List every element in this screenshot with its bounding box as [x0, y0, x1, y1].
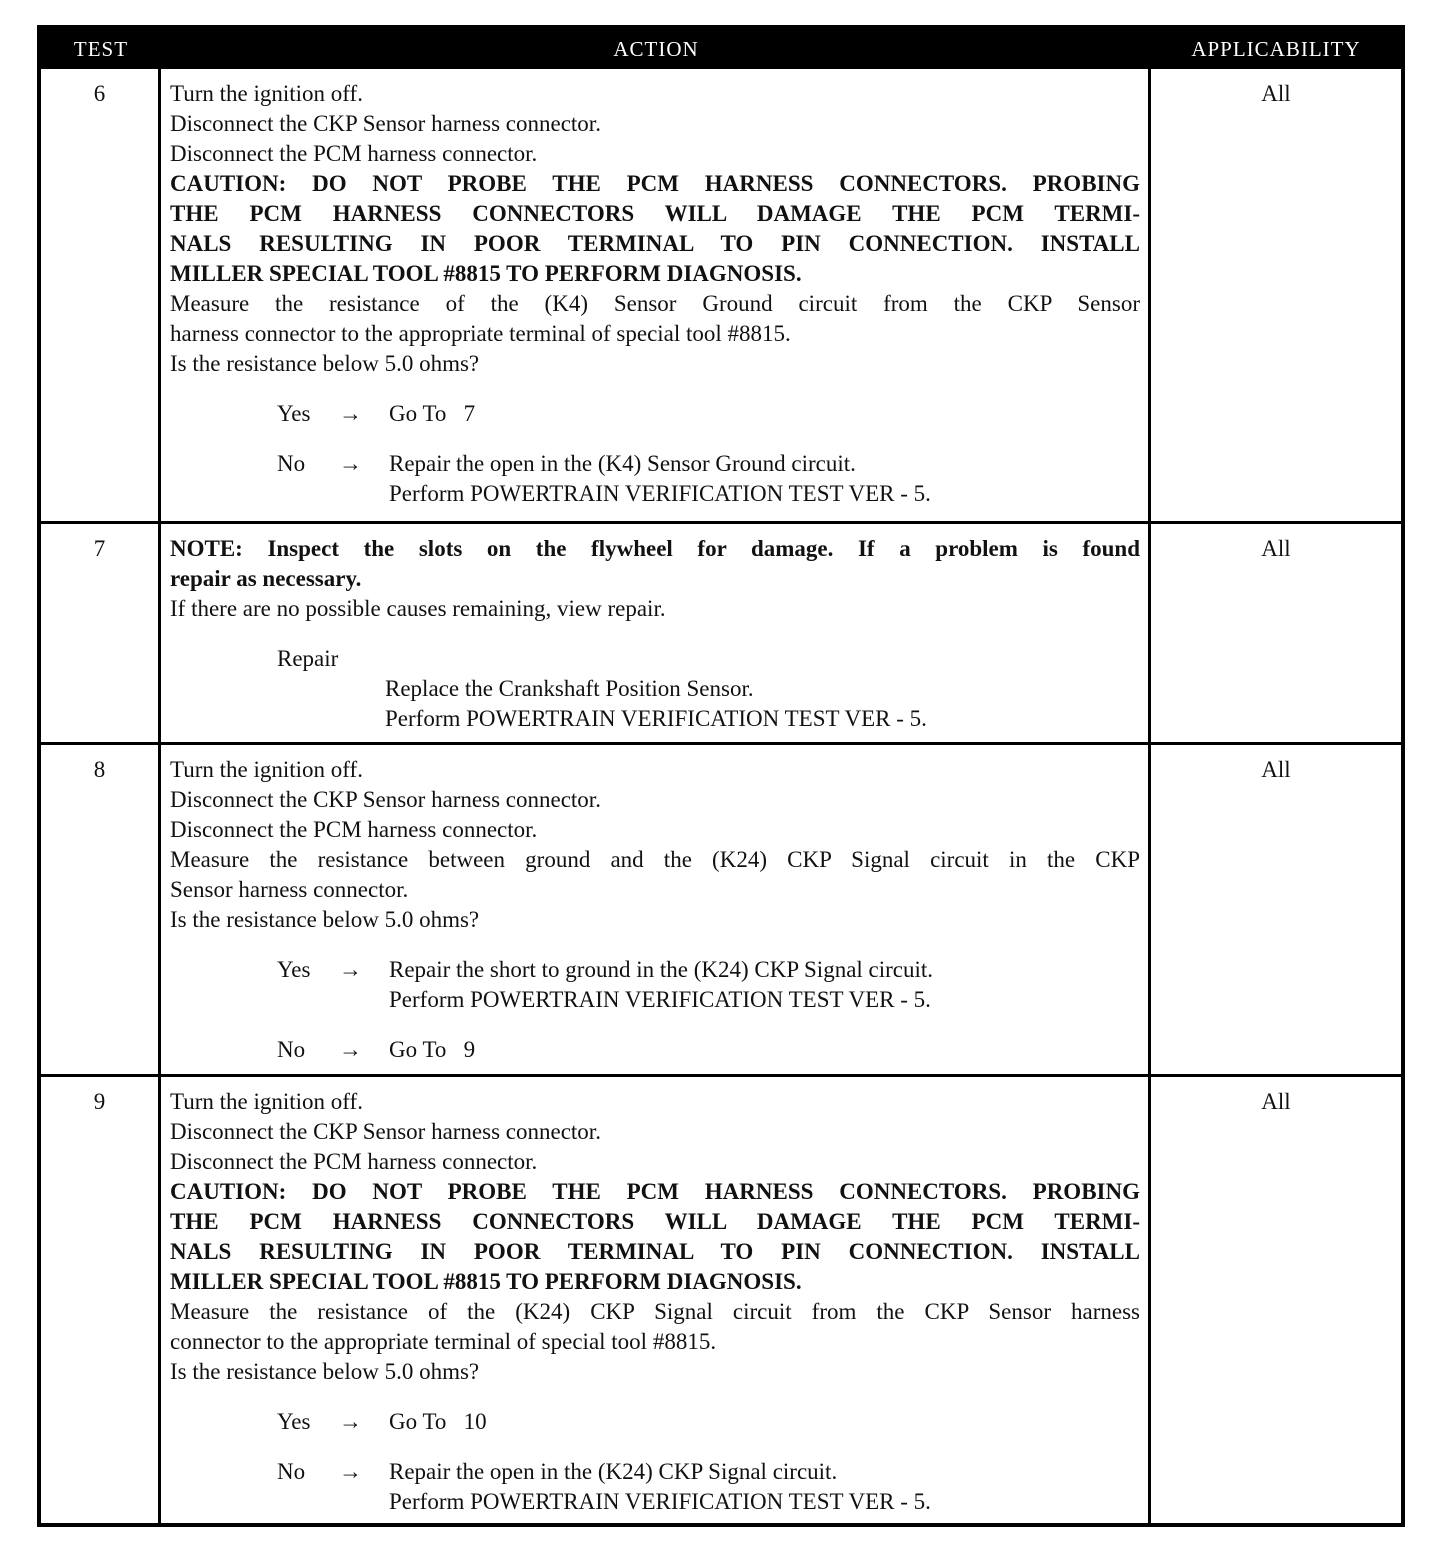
applicability-value: All — [1261, 757, 1291, 783]
applicability-value: All — [1261, 535, 1291, 561]
action-cell — [161, 1077, 1151, 1523]
no-branch — [277, 449, 1140, 509]
step-text: Disconnect the CKP Sensor harness connector. — [170, 787, 601, 813]
branch-result-line: Go To 9 — [389, 1037, 476, 1063]
caution-text: MILLER SPECIAL TOOL #8815 TO PERFORM DIAGNOSIS. — [170, 261, 802, 286]
repair-line: Perform POWERTRAIN VERIFICATION TEST VER - 5. — [385, 705, 927, 731]
diagnostic-test-table — [37, 25, 1405, 1527]
caution-text: THE PCM HARNESS CONNECTORS WILL DAMAGE THE PCM TERMI- — [170, 1209, 1140, 1234]
measure-text: Measure the resistance between ground and the (K24) CKP Signal circuit in the CKP — [170, 847, 1140, 873]
repair-line: Replace the Crankshaft Position Sensor. — [385, 675, 754, 701]
question-text: Is the resistance below 5.0 ohms? — [170, 907, 480, 933]
branch-result-line: Repair the open in the (K24) CKP Signal circuit. — [389, 1459, 838, 1484]
action-cell — [161, 524, 1151, 743]
measure-text: Measure the resistance of the (K4) Sensor Ground circuit from the CKP Sensor — [170, 291, 1140, 316]
yes-branch — [277, 1407, 1140, 1437]
test-number: 7 — [41, 524, 161, 743]
caution-text: THE PCM HARNESS CONNECTORS WILL DAMAGE THE PCM TERMI- — [170, 201, 1140, 226]
step-text: Disconnect the PCM harness connector. — [170, 1149, 538, 1174]
step-text: Disconnect the CKP Sensor harness connector. — [170, 111, 601, 136]
applicability-value: All — [1261, 1089, 1291, 1114]
no-branch — [277, 1035, 1140, 1065]
test-number: 8 — [41, 745, 161, 1074]
step-text: Turn the ignition off. — [170, 81, 363, 106]
branch-result-line: Perform POWERTRAIN VERIFICATION TEST VER - 5. — [389, 481, 931, 506]
caution-text: CAUTION: DO NOT PROBE THE PCM HARNESS CONNECTORS. PROBING — [170, 1179, 1140, 1204]
step-text: If there are no possible causes remaining, view repair. — [170, 595, 666, 621]
arrow-icon: → — [339, 451, 362, 476]
step-text: Disconnect the PCM harness connector. — [170, 817, 538, 843]
caution-text: NALS RESULTING IN POOR TERMINAL TO PIN CONNECTION. INSTALL — [170, 231, 1140, 256]
branch-label: No — [277, 1459, 306, 1484]
arrow-icon: → — [339, 401, 362, 426]
branch-label: No — [277, 451, 306, 476]
branch-result-line: Repair the short to ground in the (K24) CKP Signal circuit. — [389, 957, 934, 983]
branch-result — [389, 399, 1140, 429]
branch-result-line: Repair the open in the (K4) Sensor Ground circuit. — [389, 451, 856, 476]
caution-text: NALS RESULTING IN POOR TERMINAL TO PIN CONNECTION. INSTALL — [170, 1239, 1140, 1264]
action-cell — [161, 745, 1151, 1074]
step-text: Turn the ignition off. — [170, 757, 363, 783]
step-text: Turn the ignition off. — [170, 1089, 363, 1114]
branch-result — [389, 449, 1140, 509]
measure-text: harness connector to the appropriate terminal of special tool #8815. — [170, 321, 791, 346]
step-text: Disconnect the CKP Sensor harness connector. — [170, 1119, 601, 1144]
branch-result — [389, 1407, 1140, 1437]
branch-label: Yes — [277, 957, 311, 983]
header-applicability: APPLICABILITY — [1191, 36, 1361, 61]
note-text: NOTE: Inspect the slots on the flywheel for damage. If a problem is found — [170, 535, 1140, 561]
test-number: 6 — [41, 69, 161, 521]
table-header — [41, 29, 1401, 69]
branch-result — [389, 1035, 1140, 1065]
branch-result — [389, 955, 1140, 1015]
branch-result-line: Perform POWERTRAIN VERIFICATION TEST VER - 5. — [389, 1489, 931, 1514]
branch-label: Yes — [277, 401, 311, 426]
caution-text: MILLER SPECIAL TOOL #8815 TO PERFORM DIAGNOSIS. — [170, 1269, 802, 1294]
question-text: Is the resistance below 5.0 ohms? — [170, 351, 480, 376]
repair-text — [385, 674, 1140, 734]
note-text: repair as necessary. — [170, 565, 362, 591]
table-row-test-7 — [41, 521, 1401, 743]
measure-text: Measure the resistance of the (K24) CKP Signal circuit from the CKP Sensor harness — [170, 1299, 1140, 1324]
yes-branch — [277, 955, 1140, 1015]
action-cell — [161, 69, 1151, 521]
yes-branch — [277, 399, 1140, 429]
arrow-icon: → — [339, 1409, 362, 1434]
branch-label: No — [277, 1037, 306, 1063]
measure-text: connector to the appropriate terminal of special tool #8815. — [170, 1329, 717, 1354]
arrow-icon: → — [339, 957, 362, 983]
branch-result-line: Go To 10 — [389, 1409, 487, 1434]
question-text: Is the resistance below 5.0 ohms? — [170, 1359, 480, 1384]
no-branch — [277, 1457, 1140, 1517]
branch-result — [389, 1457, 1140, 1517]
branch-result-line: Go To 7 — [389, 401, 476, 426]
branch-label: Yes — [277, 1409, 311, 1434]
header-test: TEST — [73, 36, 129, 61]
branch-result-line: Perform POWERTRAIN VERIFICATION TEST VER - 5. — [389, 987, 931, 1013]
table-row-test-6 — [41, 69, 1401, 521]
arrow-icon: → — [339, 1459, 362, 1484]
step-text: Disconnect the PCM harness connector. — [170, 141, 538, 166]
caution-text: CAUTION: DO NOT PROBE THE PCM HARNESS CONNECTORS. PROBING — [170, 171, 1140, 196]
arrow-icon: → — [339, 1037, 362, 1063]
table-row-test-9 — [41, 1074, 1401, 1523]
test-number: 9 — [41, 1077, 161, 1523]
measure-text: Sensor harness connector. — [170, 877, 409, 903]
repair-label: Repair — [277, 645, 339, 671]
header-action: ACTION — [613, 36, 699, 61]
applicability-value: All — [1261, 81, 1291, 106]
table-row-test-8 — [41, 742, 1401, 1074]
